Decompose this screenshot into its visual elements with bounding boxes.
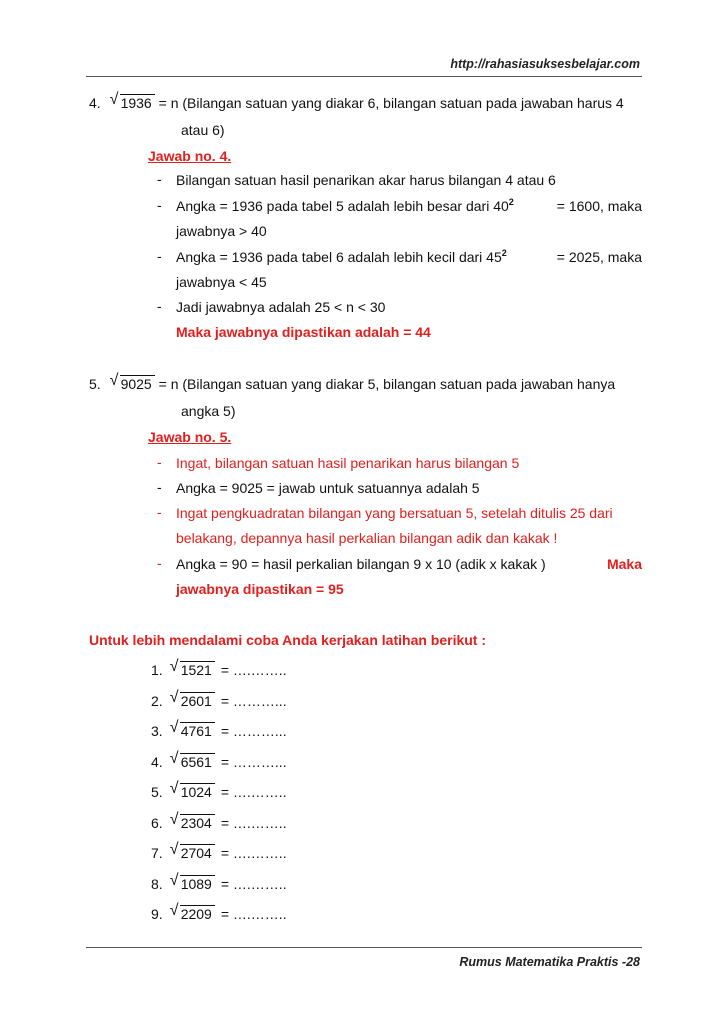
header-url: http://rahasiasuksesbelajar.com — [450, 57, 640, 71]
bullet-dash: - — [157, 555, 162, 571]
exercise-number: 1. — [151, 662, 163, 678]
answer-5-conclusion: jawabnya dipastikan = 95 — [176, 581, 344, 597]
exercise-number: 2. — [151, 692, 163, 709]
exercise-item — [151, 658, 287, 679]
answer-4-title: Jawab no. 4. — [148, 148, 232, 164]
radicand: 9025 — [120, 375, 155, 392]
answer-blank: = ………... — [220, 692, 287, 709]
square-root: √ 2209 — [171, 905, 215, 923]
square-root: √ 1024 — [171, 783, 215, 801]
answer-4-point-3-cont: jawabnya < 45 — [176, 274, 267, 290]
bullet-dash: - — [157, 248, 162, 264]
answer-blank: = ….…….. — [220, 875, 287, 892]
exercise-number: 7. — [151, 845, 163, 861]
radicand: 2304 — [180, 814, 215, 831]
exercise-number: 5. — [151, 784, 163, 800]
problem-5-statement-cont: angka 5) — [181, 403, 236, 419]
answer-4-point-3: Angka = 1936 pada tabel 6 adalah lebih kecil dari $45^2$ = 2025, maka — [176, 248, 642, 265]
answer-5-point-2: Angka = 9025 = jawab untuk satuannya adalah 5 — [176, 480, 480, 496]
square-root: √ 1936 — [111, 94, 155, 112]
exercise-title: Untuk lebih mendalami coba Anda kerjakan latihan berikut : — [89, 632, 487, 648]
radicand: 6561 — [180, 753, 215, 770]
footer-label: Rumus Matematika Praktis -28 — [459, 955, 640, 969]
radicand: 2704 — [180, 844, 215, 861]
problem-text: = n (Bilangan satuan yang diakar 5, bilangan satuan pada jawaban hanya — [158, 376, 616, 392]
answer-5-point-3-cont: belakang, depannya hasil perkalian bilangan adik dan kakak ! — [176, 530, 558, 546]
square-root: √ 1521 — [171, 661, 215, 679]
square-root: √ 1089 — [171, 875, 215, 893]
answer-blank: = ….…….. — [220, 814, 287, 831]
exercise-item — [151, 810, 287, 832]
bullet-dash: - — [157, 504, 162, 520]
square-root: √ 9025 — [111, 375, 155, 393]
answer-5-title: Jawab no. 5. — [148, 429, 232, 445]
exercise-number: 4. — [151, 753, 163, 770]
answer-blank: = ….…….. — [220, 662, 287, 678]
radicand: 2601 — [180, 692, 215, 709]
bullet-dash: - — [157, 171, 162, 187]
square-root: √ 2601 — [171, 692, 215, 710]
exercise-item — [151, 841, 287, 862]
exercise-item — [151, 719, 287, 740]
square-root: √ 2304 — [171, 814, 215, 832]
exercise-item — [151, 902, 287, 923]
problem-4-statement — [89, 91, 644, 112]
exercise-item — [151, 688, 287, 710]
answer-4-conclusion: Maka jawabnya dipastikan adalah = 44 — [176, 324, 431, 340]
exercise-number: 8. — [151, 875, 163, 892]
footer-rule — [86, 947, 642, 948]
answer-blank: = ………... — [220, 753, 287, 770]
answer-5-point-4: Angka = 90 = hasil perkalian bilangan 9 x 10 (adik x kakak ) Maka — [176, 556, 642, 572]
exercise-number: 9. — [151, 906, 163, 922]
square-root: √ 2704 — [171, 844, 215, 862]
bullet-dash: - — [157, 298, 162, 314]
answer-blank: = ….…….. — [220, 906, 287, 922]
problem-number: 5. — [89, 376, 101, 392]
radicand: 1089 — [180, 875, 215, 892]
radicand: 4761 — [180, 722, 215, 739]
answer-4-point-2-cont: jawabnya > 40 — [176, 223, 267, 239]
radicand: 2209 — [180, 905, 215, 922]
header-rule — [86, 76, 642, 77]
exercise-number: 3. — [151, 723, 163, 739]
bullet-dash: - — [157, 197, 162, 213]
bullet-dash: - — [157, 479, 162, 495]
bullet-dash: - — [157, 454, 162, 470]
answer-blank: = ….…….. — [220, 784, 287, 800]
problem-5-statement — [89, 372, 644, 393]
exercise-number: 6. — [151, 814, 163, 831]
answer-blank: = ….…….. — [220, 845, 287, 861]
exercise-item — [151, 871, 287, 893]
radicand: 1936 — [120, 94, 155, 111]
problem-4-statement-cont: atau 6) — [181, 122, 225, 138]
square-root: √ 6561 — [171, 753, 215, 771]
problem-text: = n (Bilangan satuan yang diakar 6, bilangan satuan pada jawaban harus 4 — [158, 95, 624, 111]
answer-blank: = ………... — [220, 723, 287, 739]
answer-5-point-3: Ingat pengkuadratan bilangan yang bersatuan 5, setelah ditulis 25 dari — [176, 505, 613, 521]
problem-number: 4. — [89, 95, 101, 111]
radicand: 1521 — [180, 661, 215, 678]
answer-5-point-1: Ingat, bilangan satuan hasil penarikan harus bilangan 5 — [176, 455, 520, 471]
answer-4-point-2: Angka = 1936 pada tabel 5 adalah lebih besar dari $40^2$ = 1600, maka — [176, 197, 642, 214]
square-root: √ 4761 — [171, 722, 215, 740]
exercise-item — [151, 780, 287, 801]
radicand: 1024 — [180, 783, 215, 800]
exercise-item — [151, 749, 287, 771]
answer-4-point-4: Jadi jawabnya adalah 25 < n < 30 — [176, 299, 386, 315]
answer-4-point-1: Bilangan satuan hasil penarikan akar harus bilangan 4 atau 6 — [176, 172, 556, 188]
